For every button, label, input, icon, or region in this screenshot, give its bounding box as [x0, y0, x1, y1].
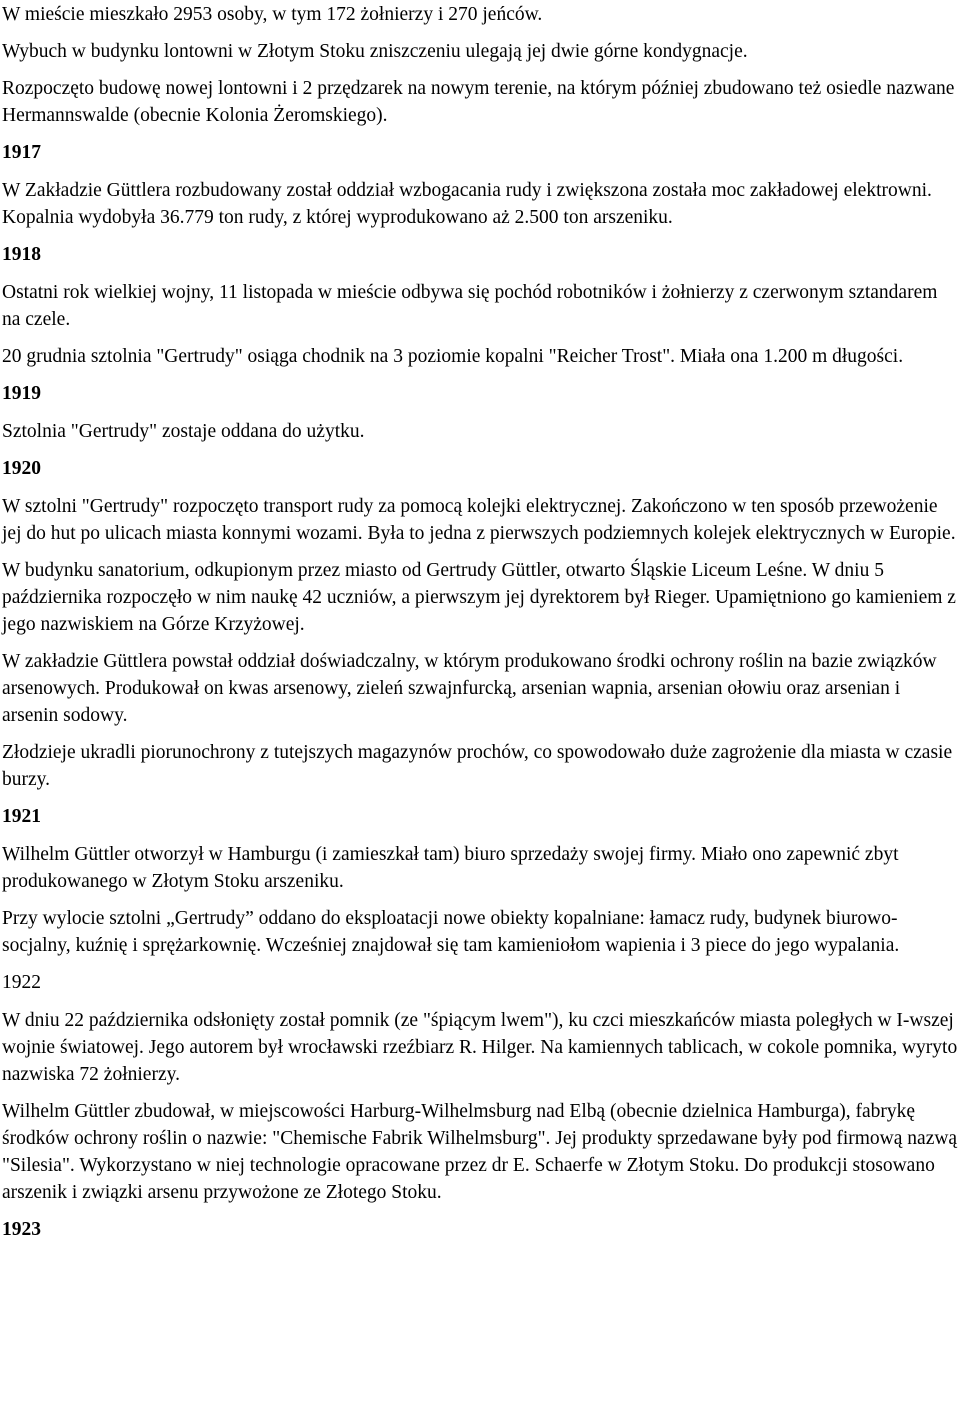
- year-heading-1922: 1922: [2, 972, 41, 993]
- paragraph-monument: W dniu 22 października odsłonięty został pomnik (ze "śpiącym lwem"), ku czci mieszkańców miasta poległych w I-wszej wojnie światowej. Jego autorem był wrocławski rzeźbiarz R. Hilger. Na kamiennych tablicach, w cokole pomnika, wyryto nazwiska 72 żołnierzy.: [2, 1010, 958, 1085]
- paragraph-adit-opened: Sztolnia "Gertrudy" zostaje oddana do użytku.: [2, 421, 365, 442]
- paragraph-lightning-rods-theft: Złodzieje ukradli piorunochrony z tutejszych magazynów prochów, co spowodowało duże zagrożenie dla miasta w czasie burzy.: [2, 742, 953, 790]
- paragraph-new-mining-facilities: Przy wylocie sztolni „Gertrudy” oddano do eksploatacji nowe obiekty kopalniane: łamacz rudy, budynek biurowo-socjalny, kuźnię i sprężarkownię. Wcześniej znajdował się tam kamieniołom wapienia i 3 piece do jego wypalania.: [2, 908, 900, 956]
- paragraph-electric-railway: W sztolni "Gertrudy" rozpoczęto transport rudy za pomocą kolejki elektrycznej. Zakończono w ten sposób przewożenie jej do hut po ulicach miasta konnymi wozami. Była to jedna z pierwszych podziemnych kolejek elektrycznych w Europie.: [2, 496, 956, 544]
- year-heading-1920: 1920: [2, 458, 41, 479]
- paragraph-gertrude-adit-1918: 20 grudnia sztolnia "Gertrudy" osiąga chodnik na 3 poziomie kopalni "Reicher Trost". Miała ona 1.200 m długości.: [2, 346, 904, 367]
- paragraph-experimental-department: W zakładzie Güttlera powstał oddział doświadczalny, w którym produkowano środki ochrony roślin na bazie związków arsenowych. Produkował on kwas arsenowy, zieleń szwajnfurcką, arsenian wapnia, arsenian ołowiu oraz arsenian i arsenin sodowy.: [2, 651, 937, 726]
- paragraph-war-end-march: Ostatni rok wielkiej wojny, 11 listopada w mieście odbywa się pochód robotników i żołnierzy z czerwonym sztandarem na czele.: [2, 282, 938, 330]
- document-page: [2, 0, 958, 1243]
- paragraph-explosion: Wybuch w budynku lontowni w Złotym Stoku zniszczeniu ulegają jej dwie górne kondygnacje.: [2, 41, 748, 62]
- paragraph-forestry-school: W budynku sanatorium, odkupionym przez miasto od Gertrudy Güttler, otwarto Śląskie Liceum Leśne. W dniu 5 października rozpoczęło w nim naukę 42 uczniów, a pierwszym jej dyrektorem był Rieger. Upamiętniono go kamieniem z jego nazwiskiem na Górze Krzyżowej.: [2, 560, 956, 635]
- year-heading-1918: 1918: [2, 244, 41, 265]
- paragraph-population: W mieście mieszkało 2953 osoby, w tym 172 żołnierzy i 270 jeńców.: [2, 4, 543, 25]
- year-heading-1919: 1919: [2, 383, 41, 404]
- year-heading-1923: 1923: [2, 1219, 41, 1240]
- paragraph-guttler-expansion: W Zakładzie Güttlera rozbudowany został oddział wzbogacania rudy i zwiększona została moc zakładowej elektrowni. Kopalnia wydobyła 36.779 ton rudy, z której wyprodukowano aż 2.500 ton arszeniku.: [2, 180, 932, 228]
- paragraph-hamburg-office: Wilhelm Güttler otworzył w Hamburgu (i zamieszkał tam) biuro sprzedaży swojej firmy. Miało ono zapewnić zbyt produkowanego w Złotym Stoku arszeniku.: [2, 844, 899, 892]
- year-heading-1917: 1917: [2, 142, 41, 163]
- paragraph-wilhelmsburg-factory: Wilhelm Güttler zbudował, w miejscowości Harburg-Wilhelmsburg nad Elbą (obecnie dzielnica Hamburga), fabrykę środków ochrony roślin o nazwie: "Chemische Fabrik Wilhelmsburg". Jej produkty sprzedawane były pod firmową nazwą "Silesia". Wykorzystano w niej technologie opracowane przez dr E. Schaerfe w Złotym Stoku. Do produkcji stosowano arszenik i związki arsenu przywożone ze Złotego Stoku.: [2, 1101, 958, 1203]
- paragraph-new-fuse-factory: Rozpoczęto budowę nowej lontowni i 2 przędzarek na nowym terenie, na którym później zbudowano też osiedle nazwane Hermannswalde (obecnie Kolonia Żeromskiego).: [2, 78, 955, 126]
- year-heading-1921: 1921: [2, 806, 41, 827]
